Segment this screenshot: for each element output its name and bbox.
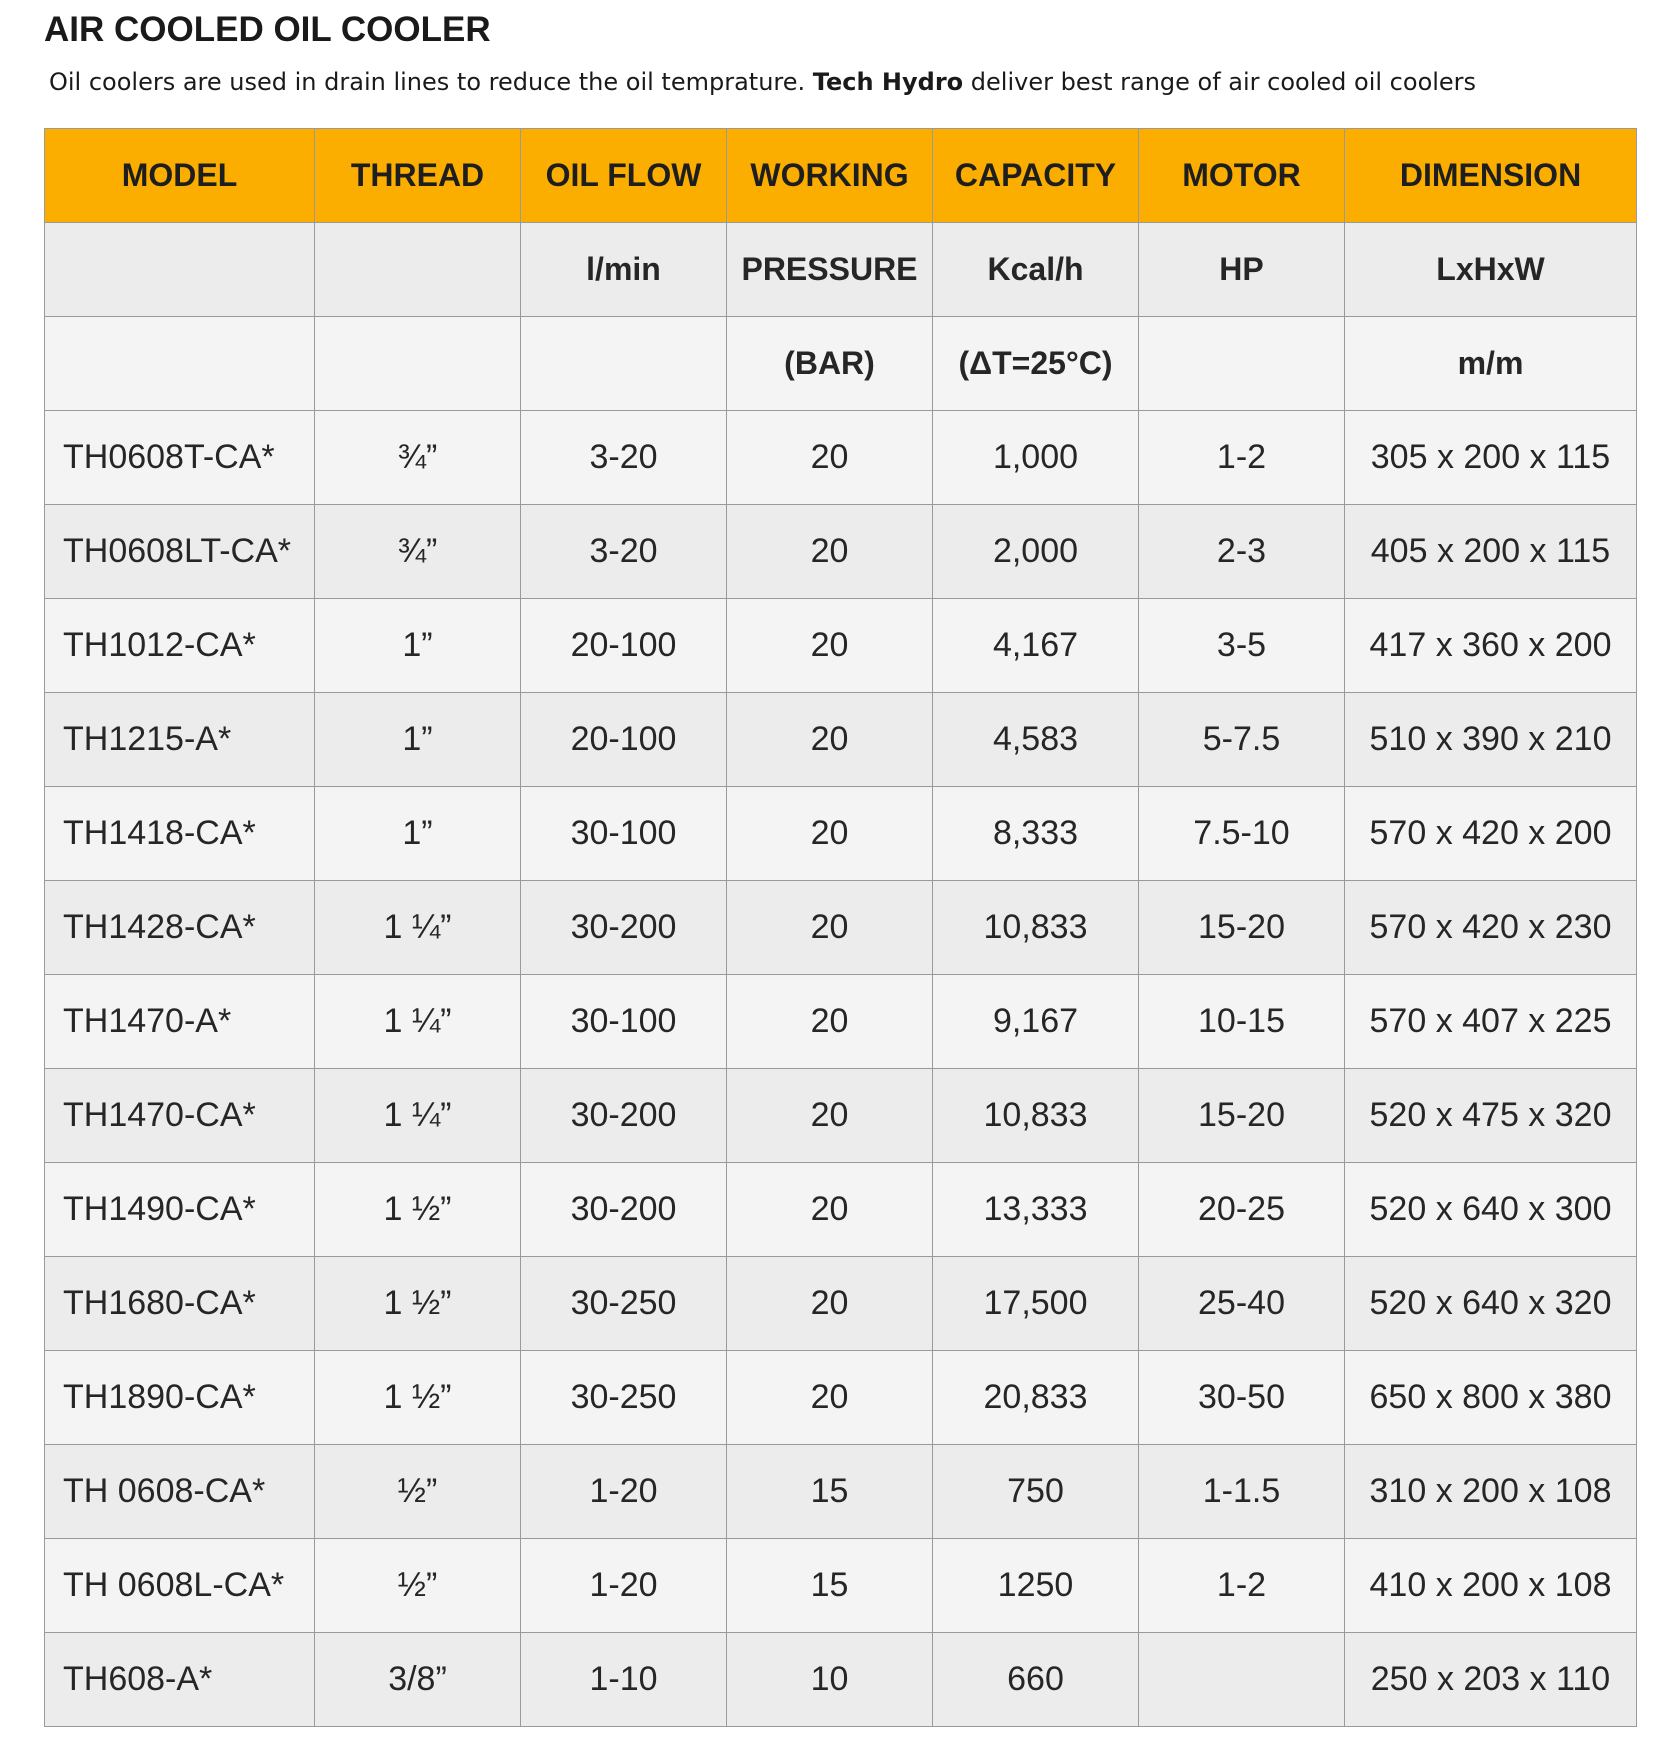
cell-working-pressure: 20 — [727, 1069, 933, 1163]
cell-thread: 1 ½” — [315, 1257, 521, 1351]
unit-cell-oil-flow — [521, 317, 727, 411]
cell-capacity: 2,000 — [933, 505, 1139, 599]
cell-motor — [1139, 1633, 1345, 1727]
cell-capacity: 750 — [933, 1445, 1139, 1539]
cell-oil-flow: 20-100 — [521, 599, 727, 693]
table-unit-row — [45, 317, 1637, 411]
cell-working-pressure: 15 — [727, 1539, 933, 1633]
cell-capacity: 660 — [933, 1633, 1139, 1727]
cell-oil-flow: 30-250 — [521, 1257, 727, 1351]
table-row — [45, 1163, 1637, 1257]
cell-thread: 1” — [315, 693, 521, 787]
cell-dimension: 510 x 390 x 210 — [1345, 693, 1637, 787]
cell-thread: 1 ¼” — [315, 975, 521, 1069]
table-row — [45, 1069, 1637, 1163]
table-row — [45, 1539, 1637, 1633]
unit-cell-working-pressure: PRESSURE — [727, 223, 933, 317]
cell-motor: 2-3 — [1139, 505, 1345, 599]
cell-model: TH1470-A* — [45, 975, 315, 1069]
table-unit-row — [45, 223, 1637, 317]
cell-thread: 1 ½” — [315, 1351, 521, 1445]
cell-oil-flow: 20-100 — [521, 693, 727, 787]
cell-working-pressure: 20 — [727, 505, 933, 599]
brand-name: Tech Hydro — [812, 68, 964, 96]
table-row — [45, 411, 1637, 505]
cell-oil-flow: 1-20 — [521, 1539, 727, 1633]
table-row — [45, 1257, 1637, 1351]
cell-model: TH0608T-CA* — [45, 411, 315, 505]
cell-capacity: 1250 — [933, 1539, 1139, 1633]
table-row — [45, 975, 1637, 1069]
table-row — [45, 787, 1637, 881]
cell-dimension: 570 x 407 x 225 — [1345, 975, 1637, 1069]
cell-capacity: 17,500 — [933, 1257, 1139, 1351]
header-cell-model: MODEL — [45, 129, 315, 223]
cell-dimension: 520 x 640 x 320 — [1345, 1257, 1637, 1351]
header-cell-working-pressure: WORKING — [727, 129, 933, 223]
cell-dimension: 305 x 200 x 115 — [1345, 411, 1637, 505]
cell-model: TH0608LT-CA* — [45, 505, 315, 599]
cell-model: TH 0608-CA* — [45, 1445, 315, 1539]
cell-dimension: 520 x 640 x 300 — [1345, 1163, 1637, 1257]
unit-cell-model — [45, 317, 315, 411]
table-row — [45, 599, 1637, 693]
oil-cooler-spec-table — [44, 128, 1637, 1727]
cell-thread: 1 ½” — [315, 1163, 521, 1257]
cell-thread: ½” — [315, 1445, 521, 1539]
unit-cell-working-pressure: (BAR) — [727, 317, 933, 411]
cell-model: TH1890-CA* — [45, 1351, 315, 1445]
cell-motor: 30-50 — [1139, 1351, 1345, 1445]
cell-capacity: 10,833 — [933, 881, 1139, 975]
cell-motor: 1-1.5 — [1139, 1445, 1345, 1539]
table-row — [45, 1445, 1637, 1539]
unit-cell-capacity: (ΔT=25°C) — [933, 317, 1139, 411]
cell-working-pressure: 20 — [727, 411, 933, 505]
cell-thread: 1 ¼” — [315, 881, 521, 975]
unit-cell-oil-flow: l/min — [521, 223, 727, 317]
cell-motor: 1-2 — [1139, 411, 1345, 505]
unit-cell-motor — [1139, 317, 1345, 411]
cell-motor: 7.5-10 — [1139, 787, 1345, 881]
header-cell-motor: MOTOR — [1139, 129, 1345, 223]
cell-capacity: 8,333 — [933, 787, 1139, 881]
cell-oil-flow: 1-10 — [521, 1633, 727, 1727]
cell-model: TH1418-CA* — [45, 787, 315, 881]
cell-working-pressure: 10 — [727, 1633, 933, 1727]
cell-model: TH1470-CA* — [45, 1069, 315, 1163]
cell-oil-flow: 30-250 — [521, 1351, 727, 1445]
unit-cell-capacity: Kcal/h — [933, 223, 1139, 317]
cell-thread: 1” — [315, 787, 521, 881]
cell-thread: 3/8” — [315, 1633, 521, 1727]
table-row — [45, 505, 1637, 599]
intro-text — [49, 68, 1476, 96]
cell-oil-flow: 30-100 — [521, 975, 727, 1069]
cell-motor: 10-15 — [1139, 975, 1345, 1069]
cell-capacity: 4,167 — [933, 599, 1139, 693]
intro-text-start: Oil coolers are used in drain lines to reduce the oil temprature. — [49, 68, 813, 96]
cell-dimension: 650 x 800 x 380 — [1345, 1351, 1637, 1445]
header-cell-thread: THREAD — [315, 129, 521, 223]
cell-capacity: 4,583 — [933, 693, 1139, 787]
unit-cell-dimension: LxHxW — [1345, 223, 1637, 317]
cell-working-pressure: 20 — [727, 881, 933, 975]
table-header-row — [45, 129, 1637, 223]
cell-motor: 15-20 — [1139, 881, 1345, 975]
cell-oil-flow: 30-200 — [521, 881, 727, 975]
cell-motor: 3-5 — [1139, 599, 1345, 693]
header-cell-oil-flow: OIL FLOW — [521, 129, 727, 223]
cell-thread: ½” — [315, 1539, 521, 1633]
cell-model: TH1428-CA* — [45, 881, 315, 975]
cell-dimension: 570 x 420 x 200 — [1345, 787, 1637, 881]
cell-oil-flow: 3-20 — [521, 505, 727, 599]
cell-model: TH 0608L-CA* — [45, 1539, 315, 1633]
cell-oil-flow: 3-20 — [521, 411, 727, 505]
cell-capacity: 1,000 — [933, 411, 1139, 505]
cell-motor: 20-25 — [1139, 1163, 1345, 1257]
cell-dimension: 405 x 200 x 115 — [1345, 505, 1637, 599]
intro-text-end: deliver best range of air cooled oil coolers — [963, 68, 1477, 96]
cell-working-pressure: 20 — [727, 787, 933, 881]
cell-thread: ¾” — [315, 505, 521, 599]
cell-working-pressure: 20 — [727, 975, 933, 1069]
table-row — [45, 693, 1637, 787]
table-row — [45, 1351, 1637, 1445]
cell-motor: 15-20 — [1139, 1069, 1345, 1163]
cell-model: TH1490-CA* — [45, 1163, 315, 1257]
table-body — [45, 129, 1637, 1727]
cell-oil-flow: 30-100 — [521, 787, 727, 881]
cell-thread: 1 ¼” — [315, 1069, 521, 1163]
cell-dimension: 410 x 200 x 108 — [1345, 1539, 1637, 1633]
cell-motor: 5-7.5 — [1139, 693, 1345, 787]
cell-model: TH608-A* — [45, 1633, 315, 1727]
unit-cell-model — [45, 223, 315, 317]
table-row — [45, 1633, 1637, 1727]
cell-working-pressure: 20 — [727, 693, 933, 787]
cell-dimension: 520 x 475 x 320 — [1345, 1069, 1637, 1163]
cell-working-pressure: 20 — [727, 1257, 933, 1351]
unit-cell-dimension: m/m — [1345, 317, 1637, 411]
cell-motor: 25-40 — [1139, 1257, 1345, 1351]
cell-thread: ¾” — [315, 411, 521, 505]
cell-model: TH1215-A* — [45, 693, 315, 787]
cell-capacity: 13,333 — [933, 1163, 1139, 1257]
cell-model: TH1680-CA* — [45, 1257, 315, 1351]
page-title: AIR COOLED OIL COOLER — [44, 10, 491, 49]
table-row — [45, 881, 1637, 975]
cell-dimension: 250 x 203 x 110 — [1345, 1633, 1637, 1727]
cell-capacity: 9,167 — [933, 975, 1139, 1069]
cell-working-pressure: 20 — [727, 1351, 933, 1445]
cell-working-pressure: 20 — [727, 599, 933, 693]
unit-cell-motor: HP — [1139, 223, 1345, 317]
cell-oil-flow: 1-20 — [521, 1445, 727, 1539]
cell-dimension: 417 x 360 x 200 — [1345, 599, 1637, 693]
cell-oil-flow: 30-200 — [521, 1069, 727, 1163]
unit-cell-thread — [315, 223, 521, 317]
cell-capacity: 20,833 — [933, 1351, 1139, 1445]
cell-working-pressure: 15 — [727, 1445, 933, 1539]
unit-cell-thread — [315, 317, 521, 411]
cell-dimension: 570 x 420 x 230 — [1345, 881, 1637, 975]
cell-working-pressure: 20 — [727, 1163, 933, 1257]
cell-capacity: 10,833 — [933, 1069, 1139, 1163]
cell-dimension: 310 x 200 x 108 — [1345, 1445, 1637, 1539]
cell-model: TH1012-CA* — [45, 599, 315, 693]
cell-motor: 1-2 — [1139, 1539, 1345, 1633]
header-cell-dimension: DIMENSION — [1345, 129, 1637, 223]
cell-oil-flow: 30-200 — [521, 1163, 727, 1257]
cell-thread: 1” — [315, 599, 521, 693]
header-cell-capacity: CAPACITY — [933, 129, 1139, 223]
